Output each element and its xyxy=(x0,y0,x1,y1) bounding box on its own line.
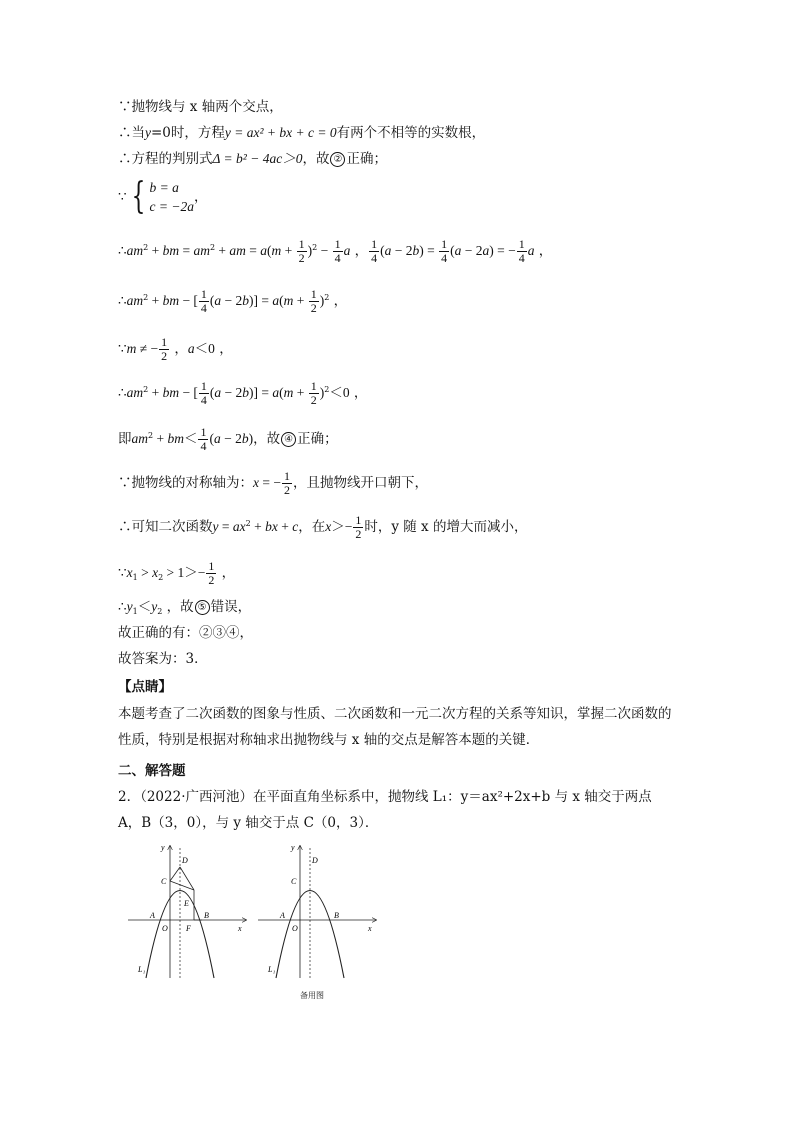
solution-line-1: ∵抛物线与 x 轴两个交点， xyxy=(118,99,283,115)
solution-line-11: ∴可知二次函数$y = ax^2$ + bx + c，在x＞− $\frac{1}{2}$ 时，y 随 x 的增大而减小， xyxy=(118,513,528,541)
fig1-label-y: y xyxy=(161,843,165,852)
fig2-label-x: x xyxy=(368,924,372,933)
figure-main xyxy=(128,843,246,978)
solution-line-14: 故正确的有：②③④， xyxy=(118,625,253,641)
solution-line-5: $\therefore am^2$ + bm = $am^2$ + am = a(m + $\frac{1}{2}$ )$^2$ − $\frac{1}{4}$ a ， $\frac{1}{4}$ (a − 2b) = $\frac{1}{4}$ (a − 2a) = − $\frac{1}{4}$ a ， xyxy=(118,237,553,265)
fig1-label-f: F xyxy=(186,924,191,933)
solution-line-8: $\therefore am^2$ + bm − [ $\frac{1}{4}$ (a − 2b)] = a(m + $\frac{1}{2}$ )$^2$＜0 ， xyxy=(118,379,368,407)
fig1-label-x: x xyxy=(238,924,242,933)
solution-line-13: $\therefore y_1<y_2$ ，故 ⑤ 错误， xyxy=(118,599,252,616)
fig1-label-d: D xyxy=(182,856,188,865)
solution-line-2: ∴当y=0时，方程y = ax² + bx + c = 0有两个不相等的实数根， xyxy=(118,125,486,141)
fig1-label-b: B xyxy=(204,911,209,920)
solution-line-12: $\because x_1 > x_2 > 1>-$ $\frac{1}{2}$ ， xyxy=(118,559,236,587)
solution-line-6: $\therefore am^2$ + bm − [ $\frac{1}{4}$ (a − 2b)] = a(m + $\frac{1}{2}$ )$^2$ ， xyxy=(118,287,348,315)
section-heading: 二、解答题 xyxy=(118,763,186,779)
figure-caption: 备用图 xyxy=(300,991,324,1000)
fig1-label-c: C xyxy=(161,877,167,886)
solution-line-7: ∵m ≠ − $\frac{1}{2}$ ，a＜0 ， xyxy=(118,335,233,363)
fig2-label-a: A xyxy=(280,911,285,920)
solution-line-15: 故答案为：3． xyxy=(118,651,208,667)
fig2-label-y: y xyxy=(291,843,295,852)
fig2-label-c: C xyxy=(291,877,297,886)
solution-line-4-system: ∵ { b = a c = −2a ， xyxy=(118,176,208,217)
solution-line-10: ∵抛物线的对称轴为：x = − $\frac{1}{2}$ ，且抛物线开口朝下， xyxy=(118,469,428,497)
fig1-label-o: O xyxy=(162,924,168,933)
fig1-label-l1: L₁ xyxy=(138,965,146,974)
summary-paragraph: 本题考查了二次函数的图象与性质、二次函数和一元二次方程的关系等知识，掌握二次函数的性质，特别是根据对称轴求出抛物线与 x 轴的交点是解答本题的关键． xyxy=(118,706,672,748)
figure-backup xyxy=(258,843,376,978)
solution-line-3: ∴方程的判别式Δ = b² − 4ac＞0，故 ② 正确； xyxy=(118,151,387,167)
solution-line-9: 即$am^2 + bm<$ $\frac{1}{4}$ (a − 2b)，故 ④ 正确； xyxy=(118,425,338,453)
question-2: 2．（2022·广西河池）在平面直角坐标系中，抛物线 L₁：y＝ax²+2x+b 与 x 轴交于两点 A，B（3，0），与 y 轴交于点 C（0，3）． xyxy=(118,789,652,831)
dianjing-heading: 【点睛】 xyxy=(118,679,172,695)
parabola-figures xyxy=(118,838,398,1008)
fig2-label-d: D xyxy=(312,856,318,865)
fig1-label-e: E xyxy=(184,899,189,908)
fig2-label-b: B xyxy=(334,911,339,920)
fig2-label-o: O xyxy=(292,924,298,933)
fig1-label-a: A xyxy=(150,911,155,920)
fig2-label-l1: L₁ xyxy=(268,965,276,974)
